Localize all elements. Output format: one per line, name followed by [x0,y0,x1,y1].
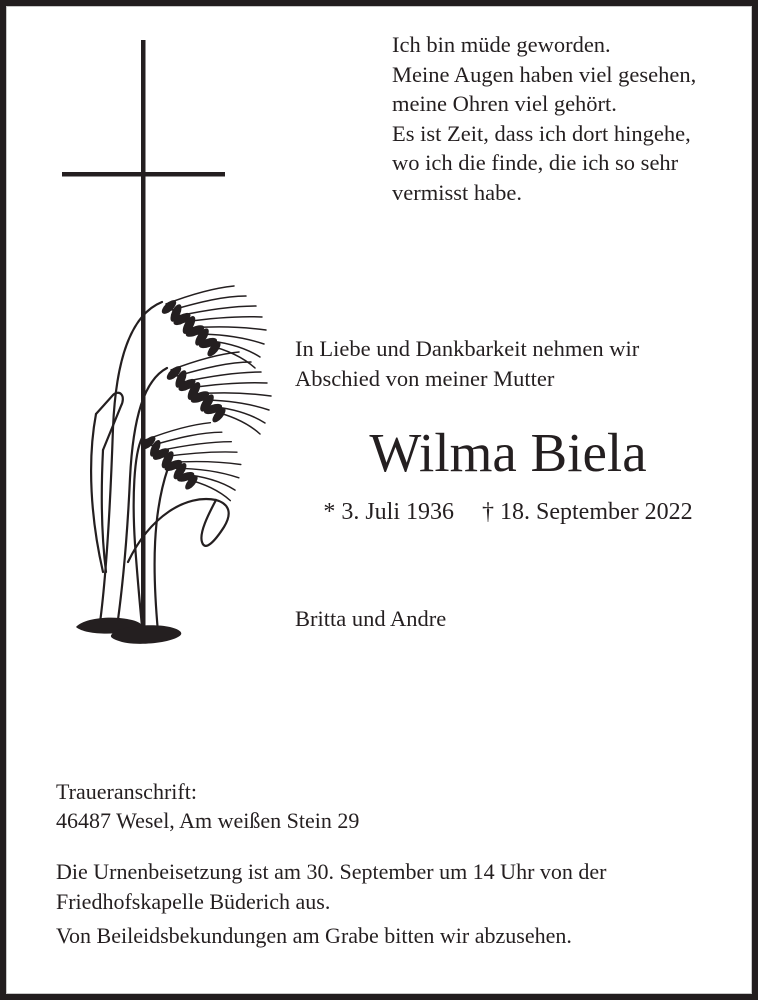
mourners: Britta und Andre [295,606,447,631]
deceased-name: Wilma Biela [369,422,647,483]
life-dates [278,497,738,527]
intro-text [295,334,639,393]
poem-line: meine Ohren viel gehört. [392,91,617,116]
mourning-address [56,778,359,835]
condolence-note: Von Beileidsbekundungen am Grabe bitten wir abzusehen. [56,923,572,948]
birth-date: * 3. Juli 1936 [323,499,455,525]
funeral-info-line: Die Urnenbeisetzung ist am 30. September um 14 Uhr von der [56,859,607,884]
poem-line: Ich bin müde geworden. [392,32,611,57]
poem-line: wo ich die finde, die ich so sehr [392,150,679,175]
mourning-address-value: 46487 Wesel, Am weißen Stein 29 [56,807,360,833]
intro-line: In Liebe und Dankbarkeit nehmen wir [295,336,640,361]
death-date: † 18. September 2022 [482,499,693,525]
ground-shadow [76,618,181,644]
poem-line: Es ist Zeit, dass ich dort hingehe, [392,120,691,146]
mourning-address-label: Traueranschrift: [56,779,197,804]
funeral-info [56,857,606,916]
poem [392,30,696,207]
funeral-info-line: Friedhofskapelle Büderich aus. [56,888,331,914]
poem-line: vermisst habe. [392,179,522,205]
cross-and-wheat-illustration [0,0,300,680]
intro-line: Abschied von meiner Mutter [295,365,555,391]
poem-line: Meine Augen haben viel gesehen, [392,61,697,87]
